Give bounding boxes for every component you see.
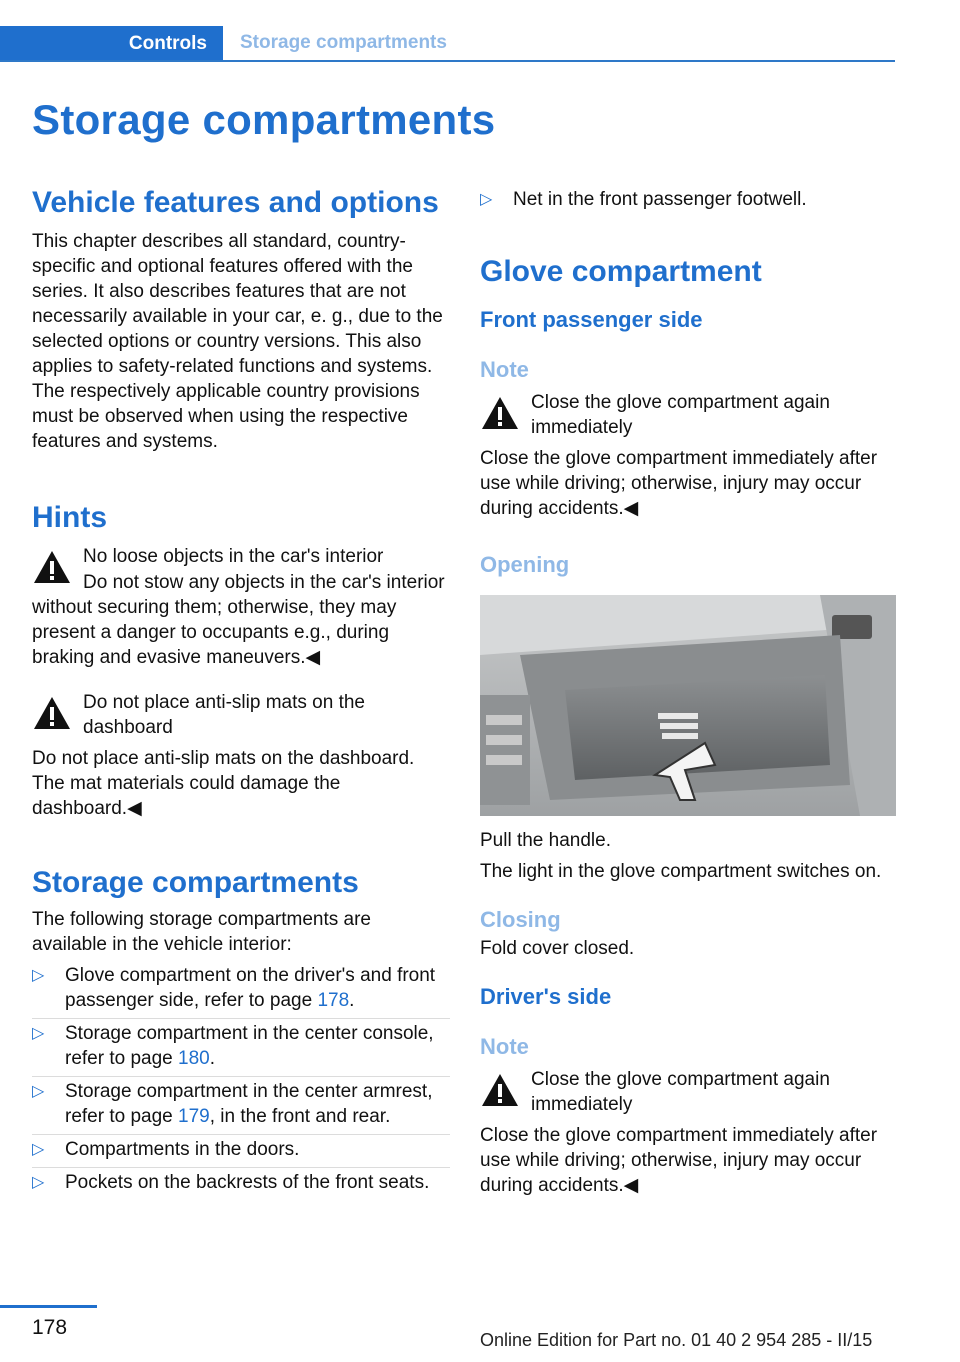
warning-triangle-icon	[32, 549, 72, 585]
topic-tab: Storage compartments	[240, 32, 447, 53]
list-item: ▷ Storage compartment in the center console, refer to page 180.	[32, 1021, 450, 1077]
right-column	[480, 185, 898, 1198]
warning-body: Close the glove compartment immediately after use while driving; otherwise, injury may occur during accidents.◀	[480, 1125, 878, 1196]
triangle-bullet-icon: ▷	[32, 1025, 45, 1042]
footer-rule	[0, 1305, 97, 1308]
left-column	[32, 185, 450, 1203]
storage-compartments-heading: Storage compartments	[32, 866, 359, 899]
opening-step-1: Pull the handle.	[480, 830, 611, 851]
opening-heading: Opening	[480, 552, 570, 577]
warning-loose-objects-body: Do not stow any objects in the car's interior without securing them; otherwise, they may present a danger to occupants e.g., during braking and evasive maneuvers.◀	[32, 572, 445, 668]
page-header	[0, 26, 895, 62]
closing-heading: Closing	[480, 907, 561, 932]
warning-anti-slip-mats-body: Do not place anti-slip mats on the dashboard. The mat materials could damage the dashboard.◀	[32, 748, 415, 819]
page-link[interactable]: 180	[178, 1048, 210, 1069]
glove-compartment-illustration	[480, 595, 896, 816]
list-item: ▷ Storage compartment in the center armrest, refer to page 179, in the front and rear.	[32, 1079, 450, 1135]
page-link[interactable]: 179	[178, 1106, 210, 1127]
list-item: ▷ Net in the front passenger footwell.	[480, 189, 807, 210]
triangle-bullet-icon: ▷	[480, 191, 493, 208]
warning-title: Close the glove compartment again immediately	[531, 1069, 830, 1115]
triangle-bullet-icon: ▷	[32, 1083, 45, 1100]
warning-triangle-icon	[32, 695, 72, 731]
storage-list	[32, 963, 450, 1201]
warning-body: Close the glove compartment immediately after use while driving; otherwise, injury may occur during accidents.◀	[480, 448, 878, 519]
warning-triangle-icon	[480, 395, 520, 431]
warning-anti-slip-mats-title: Do not place anti-slip mats on the dashboard	[83, 692, 365, 738]
header-rule	[0, 60, 895, 62]
note-heading: Note	[480, 357, 529, 382]
section-tab: Controls	[0, 26, 223, 62]
warning-title: Close the glove compartment again immediately	[531, 392, 830, 438]
storage-list-continued	[480, 187, 898, 218]
edition-text: Online Edition for Part no. 01 40 2 954 285 - II/15	[480, 1330, 873, 1350]
list-item: ▷ Compartments in the doors.	[32, 1137, 450, 1168]
warning-close-glove-driver	[480, 1067, 898, 1117]
warning-anti-slip-mats	[32, 690, 450, 740]
warning-close-glove-front	[480, 390, 898, 440]
triangle-bullet-icon: ▷	[32, 967, 45, 984]
warning-loose-objects	[32, 544, 450, 588]
glove-compartment-photo	[480, 595, 896, 816]
list-item: ▷ Pockets on the backrests of the front seats.	[32, 1172, 430, 1193]
warning-triangle-icon	[480, 1072, 520, 1108]
vehicle-features-heading: Vehicle features and options	[32, 186, 439, 219]
triangle-bullet-icon: ▷	[32, 1174, 45, 1191]
storage-intro: The following storage compartments are available in the vehicle interior:	[32, 909, 371, 955]
closing-text: Fold cover closed.	[480, 938, 635, 959]
list-item: ▷ Glove compartment on the driver's and front passenger side, refer to page 178.	[32, 963, 450, 1019]
triangle-bullet-icon: ▷	[32, 1141, 45, 1158]
opening-step-2: The light in the glove compartment switches on.	[480, 861, 882, 882]
hints-heading: Hints	[32, 501, 107, 534]
glove-compartment-heading: Glove compartment	[480, 255, 762, 288]
note-heading: Note	[480, 1034, 529, 1059]
page-number: 178	[32, 1316, 68, 1339]
page-link[interactable]: 178	[317, 990, 350, 1011]
front-passenger-heading: Front passenger side	[480, 307, 703, 332]
warning-loose-objects-title: No loose objects in the car's interior	[83, 546, 384, 567]
page-title: Storage compartments	[32, 96, 496, 143]
drivers-side-heading: Driver's side	[480, 984, 612, 1009]
vehicle-features-body: This chapter describes all standard, country-specific and optional features offered with the series. It also describes features that are not necessarily available in your car, e. g., due to the selected options or country versions. This also applies to safety-related functions and systems. The respectively applicable country provisions must be observed when using the respective features and systems.	[32, 231, 443, 452]
